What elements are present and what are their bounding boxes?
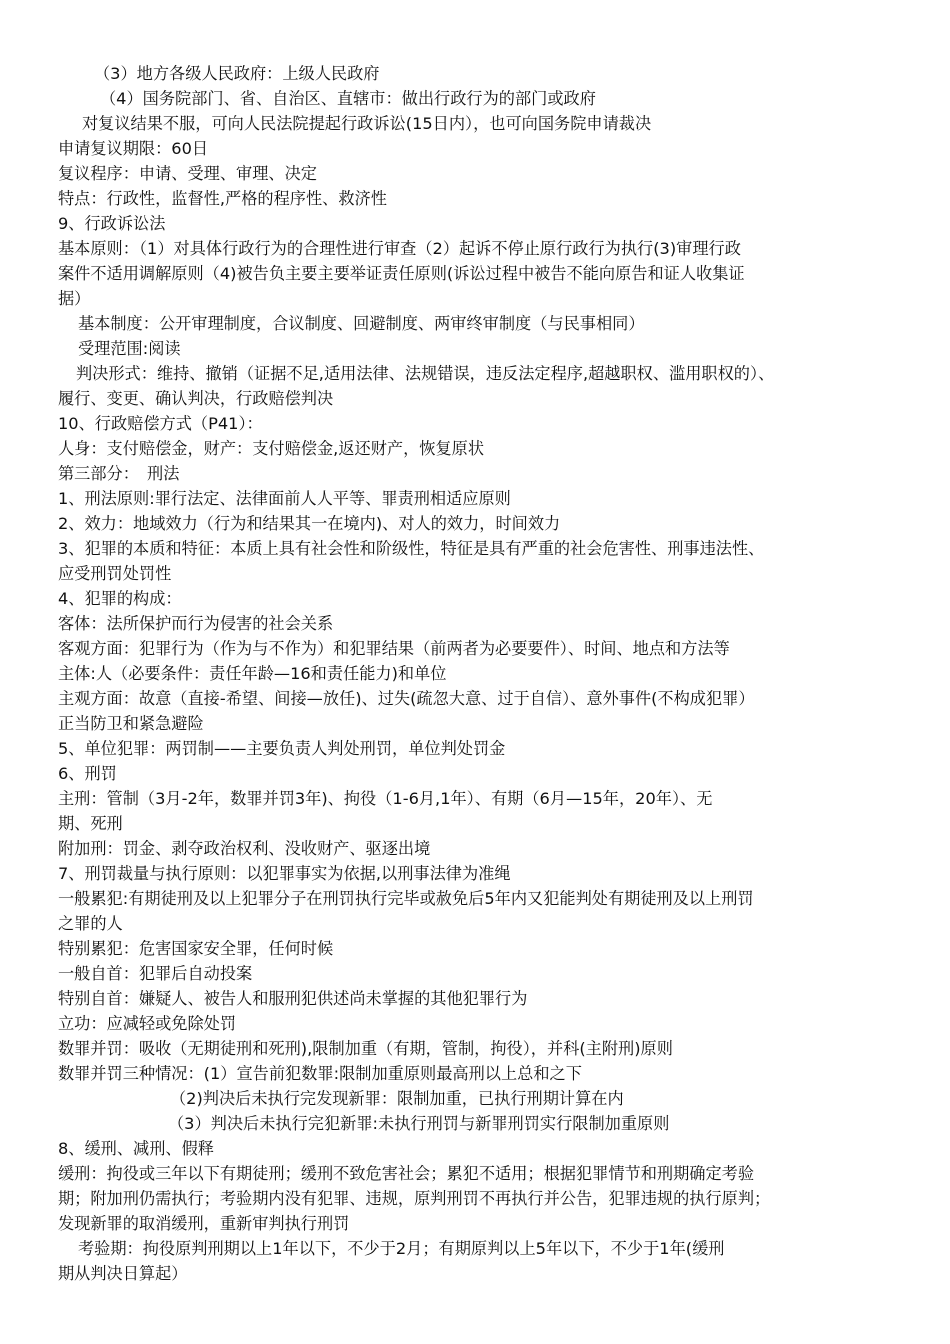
text-line: 一般自首：犯罪后自动投案 <box>58 964 253 983</box>
text-line: 发现新罪的取消缓刑，重新审判执行刑罚 <box>58 1214 350 1233</box>
section-heading: 1、刑法原则:罪行法定、法律面前人人平等、罪责刑相适应原则 <box>58 489 511 508</box>
text-line: 特点：行政性，监督性,严格的程序性、救济性 <box>58 189 387 208</box>
section-heading: 2、效力：地域效力（行为和结果其一在境内)、对人的效力，时间效力 <box>58 514 561 533</box>
text-line: 案件不适用调解原则（4)被告负主要主要举证责任原则(诉讼过程中被告不能向原告和证人收集证 <box>58 264 745 283</box>
text-line: 期从判决日算起） <box>58 1264 188 1283</box>
text-line: 主刑：管制（3月-2年，数罪并罚3年)、拘役（1-6月,1年）、有期（6月—15年，20年）、无 <box>58 789 713 808</box>
text-line: 之罪的人 <box>58 914 123 933</box>
text-line: 客观方面：犯罪行为（作为与不作为）和犯罪结果（前两者为必要要件）、时间、地点和方法等 <box>58 639 730 658</box>
text-line: 特别自首：嫌疑人、被告人和服刑犯供述尚未掌握的其他犯罪行为 <box>58 989 528 1008</box>
text-line: 数罪并罚三种情况：(1）宣告前犯数罪:限制加重原则最高刑以上总和之下 <box>58 1064 582 1083</box>
section-heading: 8、缓刑、减刑、假释 <box>58 1139 214 1158</box>
text-line: 人身：支付赔偿金，财产：支付赔偿金,返还财产，恢复原状 <box>58 439 485 458</box>
text-line: 主观方面：故意（直接-希望、间接—放任)、过失(疏忽大意、过于自信）、意外事件(不构成犯罪） <box>58 689 755 708</box>
text-line: 立功：应减轻或免除处罚 <box>58 1014 237 1033</box>
text-line: 判决形式：维持、撤销（证据不足,适用法律、法规错误，违反法定程序,超越职权、滥用职权的）、 <box>76 364 775 383</box>
part-heading: 第三部分： 刑法 <box>58 464 180 483</box>
text-line: 对复议结果不服，可向人民法院提起行政诉讼(15日内），也可向国务院申请裁决 <box>82 114 652 133</box>
text-line: （4）国务院部门、省、自治区、直辖市：做出行政行为的部门或政府 <box>100 89 596 108</box>
text-line: 基本原则：（1）对具体行政行为的合理性进行审查（2）起诉不停止原行政行为执行(3)审理行政 <box>58 239 741 258</box>
text-line: 期、死刑 <box>58 814 123 833</box>
text-line: 复议程序：申请、受理、审理、决定 <box>58 164 317 183</box>
text-line: 基本制度：公开审理制度，合议制度、回避制度、两审终审制度（与民事相同） <box>78 314 645 333</box>
text-line: 主体:人（必要条件：责任年龄—16和责任能力)和单位 <box>58 664 447 683</box>
text-line: 客体：法所保护而行为侵害的社会关系 <box>58 614 334 633</box>
text-line: 受理范围:阅读 <box>78 339 181 358</box>
section-heading: 6、刑罚 <box>58 764 117 783</box>
text-line: 特别累犯：危害国家安全罪，任何时候 <box>58 939 334 958</box>
text-line: （3）判决后未执行完犯新罪:未执行刑罚与新罪刑罚实行限制加重原则 <box>168 1114 670 1133</box>
section-heading: 5、单位犯罪：两罚制——主要负责人判处刑罚，单位判处罚金 <box>58 739 506 758</box>
text-line: 期；附加刑仍需执行；考验期内没有犯罪、违规，原判刑罚不再执行并公告，犯罪违规的执行原判； <box>58 1189 771 1208</box>
section-heading: 9、行政诉讼法 <box>58 214 166 233</box>
text-line: 应受刑罚处罚性 <box>58 564 172 583</box>
text-line: 附加刑：罚金、剥夺政治权利、没收财产、驱逐出境 <box>58 839 431 858</box>
text-line: 数罪并罚：吸收（无期徒刑和死刑),限制加重（有期，管制，拘役），并科(主附刑)原则 <box>58 1039 673 1058</box>
section-heading: 10、行政赔偿方式（P41）： <box>58 414 263 433</box>
text-line: 一般累犯:有期徒刑及以上犯罪分子在刑罚执行完毕或赦免后5年内又犯能判处有期徒刑及以上刑罚 <box>58 889 754 908</box>
text-line: （3）地方各级人民政府：上级人民政府 <box>94 64 380 83</box>
text-line: 履行、变更、确认判决，行政赔偿判决 <box>58 389 334 408</box>
text-line: 申请复议期限：60日 <box>58 139 209 158</box>
section-heading: 3、犯罪的本质和特征：本质上具有社会性和阶级性，特征是具有严重的社会危害性、刑事违法性、 <box>58 539 765 558</box>
section-heading: 7、刑罚裁量与执行原则：以犯罪事实为依据,以刑事法律为准绳 <box>58 864 511 883</box>
text-line: 缓刑：拘役或三年以下有期徒刑；缓刑不致危害社会；累犯不适用；根据犯罪情节和刑期确定考验 <box>58 1164 755 1183</box>
text-line: 考验期：拘役原判刑期以上1年以下，不少于2月；有期原判以上5年以下，不少于1年(缓刑 <box>78 1239 725 1258</box>
text-line: 正当防卫和紧急避险 <box>58 714 204 733</box>
text-line: （2)判决后未执行完发现新罪：限制加重，已执行刑期计算在内 <box>170 1089 624 1108</box>
section-heading: 4、犯罪的构成： <box>58 589 182 608</box>
text-line: 据） <box>58 289 91 308</box>
